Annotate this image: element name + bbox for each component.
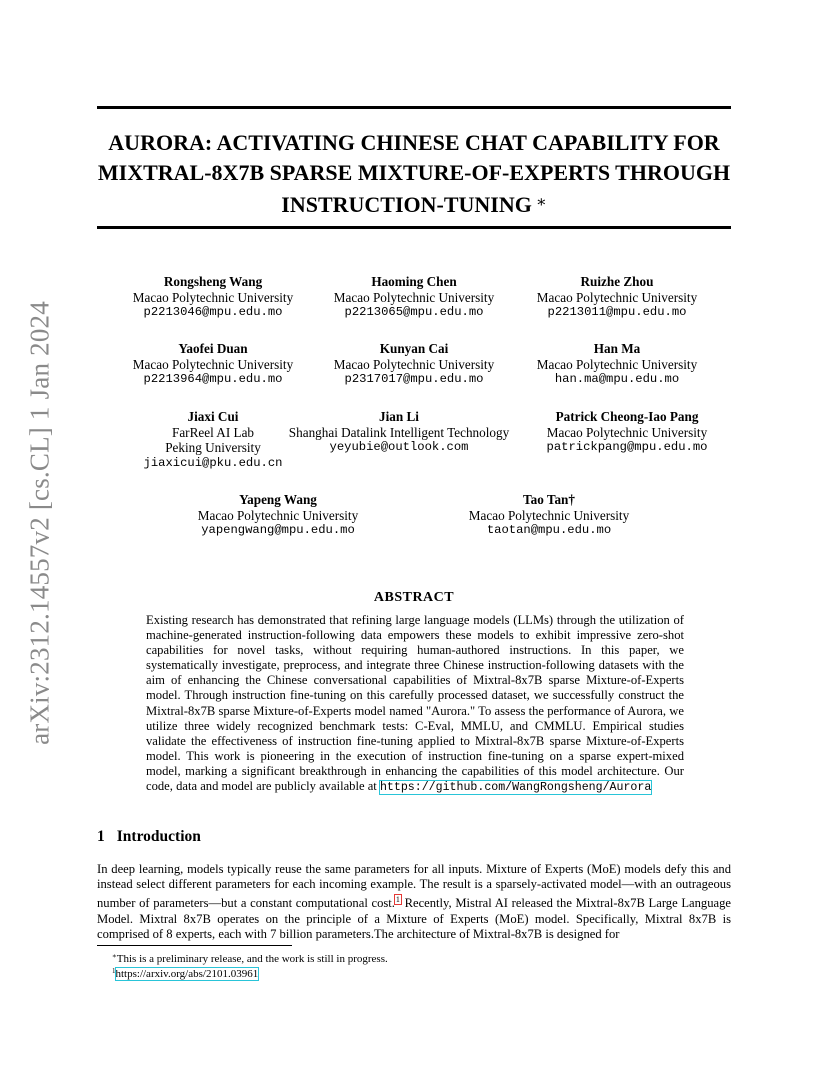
arxiv-sidebar [0,0,80,1072]
author-affiliation: Macao Polytechnic University [536,289,698,305]
title-top-rule [97,106,731,109]
author-email[interactable]: p2213964@mpu.edu.mo [143,372,283,386]
author-block [314,274,514,321]
title-line-3-text: INSTRUCTION-TUNING [281,192,532,217]
footnote-one [112,965,258,981]
author-email[interactable]: yeyubie@outlook.com [329,440,469,454]
author-email[interactable]: jiaxicui@pku.edu.cn [143,455,283,470]
footnote-one-link[interactable]: https://arxiv.org/abs/2101.03961 [115,968,259,980]
footnote-star [112,950,388,966]
author-email[interactable]: han.ma@mpu.edu.mo [554,372,680,386]
author-affiliation: Macao Polytechnic University [546,424,708,440]
author-name: Yaofei Duan [178,341,248,356]
author-name: Patrick Cheong-Iao Pang [555,409,699,424]
author-email[interactable]: taotan@mpu.edu.mo [486,523,612,537]
author-name: Ruizhe Zhou [580,274,654,289]
title-line-2: MIXTRAL-8X7B SPARSE MIXTURE-OF-EXPERTS THROUGH [97,160,731,185]
author-block [517,274,717,321]
abstract-heading: ABSTRACT [373,590,455,605]
author-name: Yapeng Wang [239,492,317,507]
title-line-1: AURORA: ACTIVATING CHINESE CHAT CAPABILITY FOR [108,130,720,155]
author-name: Haoming Chen [371,274,457,289]
author-block [113,274,313,321]
author-block [449,492,649,539]
abstract-text: Existing research has demonstrated that refining large language models (LLMs) through the utilization of machine-generated instruction-following data empowers these models to exhibit impressive zero-shot capabilities for novel tasks, without requiring human-authored instructions. In this paper, we systematically investigate, preprocess, and integrate three Chinese instruction-following datasets with the aim of enhancing the Chinese conversational capabilities of Mixtral-8x7B sparse Mixture-of-Experts model. Through instruction fine-tuning on this carefully processed dataset, we successfully construct the Mixtral-8x7B sparse Mixture-of-Experts model named "Aurora." To assess the performance of Aurora, we utilize three widely recognized benchmark tests: C-Eval, MMLU, and CMMLU. Empirical studies validate the effectiveness of instruction fine-tuning applied to Mixtral-8x7B sparse Mixture-of-Experts model. This work is pioneering in the execution of instruction fine-tuning on a sparse expert-mixed model, marking a significant breakthrough in enhancing the capabilities of this model architecture. Our code, data and model are publicly available at [146,613,684,794]
author-email[interactable]: yapengwang@mpu.edu.mo [201,523,355,537]
author-affiliation: Macao Polytechnic University [132,289,294,305]
intro-text-part-1: In deep learning, models typically reuse the same parameters for all inputs. Mixture of Experts (MoE) models defy this and instead select different parameters for each incoming example. The result is a sparsely-activated model—with an outrageous number of parameters—but a constant computational cost. [97,862,731,911]
title-line-3 [97,188,731,220]
arxiv-identifier: arXiv:2312.14557v2 [cs.CL] 1 Jan 2024 [24,301,55,745]
author-name: Rongsheng Wang [163,274,263,289]
author-block [517,409,737,456]
author-email[interactable]: p2213046@mpu.edu.mo [143,305,283,319]
footnote-one-mark: 1 [112,967,116,975]
author-email[interactable]: p2213065@mpu.edu.mo [344,305,484,319]
author-affiliation: Macao Polytechnic University [197,507,359,523]
author-name: Han Ma [593,341,641,356]
author-affiliation: Macao Polytechnic University [536,356,698,372]
section-heading [97,828,201,846]
author-email[interactable]: p2213011@mpu.edu.mo [547,305,687,319]
footnote-star-text: This is a preliminary release, and the work is still in progress. [116,953,388,965]
title-bottom-rule [97,226,731,229]
author-name: Kunyan Cai [379,341,449,356]
author-block [178,492,378,539]
author-block [517,341,717,388]
footnote-star-mark: ∗ [112,952,117,960]
author-block [113,341,313,388]
author-name: Jian Li [379,409,419,424]
footnote-link[interactable]: 1 [395,895,400,905]
section-number: 1 [97,828,105,845]
author-affiliation: FarReel AI Lab [171,424,255,440]
introduction-paragraph [97,862,731,942]
author-affiliation: Shanghai Datalink Intelligent Technology [288,424,510,440]
repository-link[interactable]: https://github.com/WangRongsheng/Aurora [379,781,652,795]
section-title: Introduction [116,828,201,845]
author-name: Tao Tan† [523,492,575,507]
author-affiliation: Macao Polytechnic University [468,507,630,523]
footnote-rule [97,945,292,946]
paper-title [97,128,731,220]
title-footnote-mark: ∗ [535,194,547,211]
author-affiliation-secondary: Peking University [165,440,261,455]
author-email[interactable]: patrickpang@mpu.edu.mo [546,440,708,454]
abstract-body [146,613,684,795]
intro-text-part-2: Recently, Mistral AI released the Mixtral-8x7B Large Language Model. Mixtral 8x7B operates on the principle of a Mixture of Experts (MoE) model. Specifically, Mixtral 8x7B is comprised of 8 experts, each with 7 billion parameters.The architecture of Mixtral-8x7B is designed for [97,896,731,941]
author-affiliation: Macao Polytechnic University [333,356,495,372]
author-affiliation: Macao Polytechnic University [132,356,294,372]
author-email[interactable]: p2317017@mpu.edu.mo [344,372,484,386]
author-block [314,341,514,388]
author-block [279,409,519,456]
author-name: Jiaxi Cui [187,409,239,424]
author-affiliation: Macao Polytechnic University [333,289,495,305]
